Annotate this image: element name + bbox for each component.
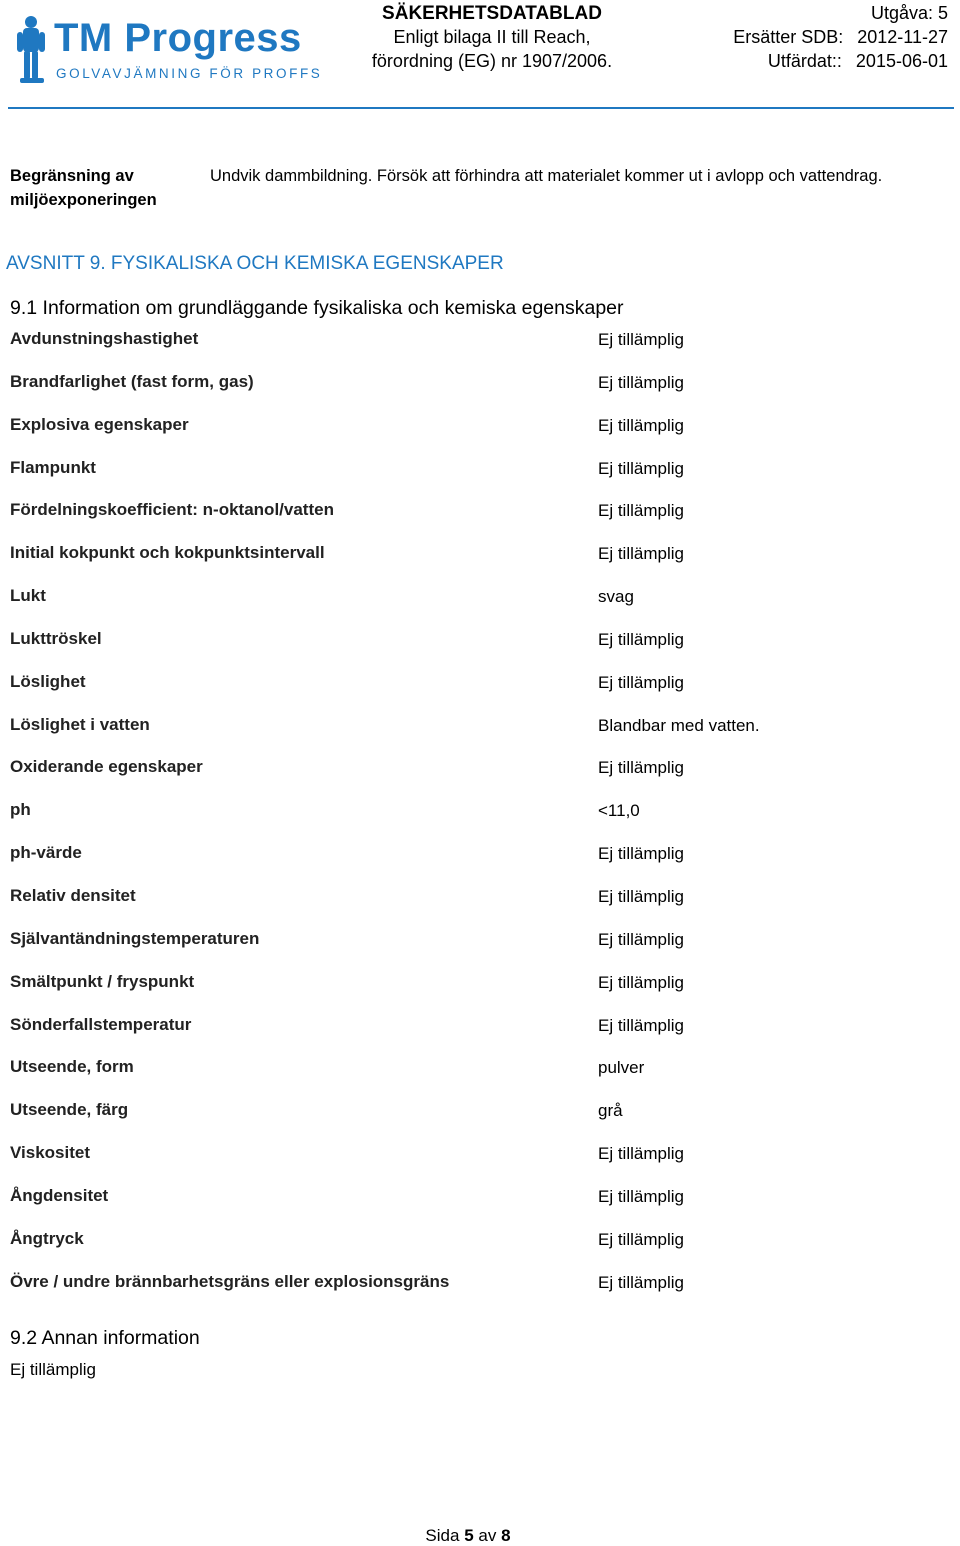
property-value: <11,0	[598, 801, 640, 821]
property-label: Flampunkt	[10, 457, 96, 477]
property-value: Ej tillämplig	[598, 330, 684, 349]
property-label: Ångtryck	[10, 1228, 84, 1248]
property-label: Viskositet	[10, 1143, 91, 1163]
property-row	[0, 800, 960, 843]
property-value: Ej tillämplig	[598, 372, 684, 392]
property-value: Ej tillämplig	[598, 501, 684, 521]
property-row	[0, 757, 960, 800]
property-row	[0, 458, 960, 501]
property-label: ph	[10, 800, 31, 820]
property-value: Ej tillämplig	[598, 929, 684, 949]
property-value: Ej tillämplig	[598, 972, 684, 992]
document-title: SÄKERHETSDATABLAD	[382, 3, 602, 24]
property-value: grå	[598, 1101, 623, 1121]
document-subtitle-1: Enligt bilaga II till Reach,	[393, 27, 591, 47]
property-label: Övre / undre brännbarhetsgräns eller explosionsgräns	[10, 1271, 450, 1291]
property-label: Initial kokpunkt och kokpunktsintervall	[10, 543, 325, 563]
property-row	[0, 1186, 960, 1229]
property-label: Relativ densitet	[10, 885, 136, 905]
worker-figure-icon	[14, 14, 48, 84]
section-heading: AVSNITT 9. FYSIKALISKA OCH KEMISKA EGENSKAPER	[6, 253, 504, 274]
property-value: Ej tillämplig	[598, 544, 684, 564]
property-value: Ej tillämplig	[598, 672, 684, 692]
property-row	[0, 543, 960, 586]
property-value: Ej tillämplig	[598, 1144, 684, 1164]
property-label: Lukttröskel	[10, 628, 102, 648]
property-value: pulver	[598, 1058, 645, 1078]
logo-subtitle: GOLVAVJÄMNING FÖR PROFFS	[56, 66, 323, 81]
property-label: Avdunstningshastighet	[10, 329, 199, 348]
property-row	[0, 372, 960, 415]
property-row	[0, 1100, 960, 1143]
page-total: 8	[501, 1526, 511, 1545]
property-value: Ej tillämplig	[598, 629, 684, 649]
property-row	[0, 629, 960, 672]
property-label: Utseende, form	[10, 1057, 134, 1077]
document-subtitle-2: förordning (EG) nr 1907/2006.	[371, 51, 613, 71]
property-row	[0, 1143, 960, 1186]
property-row	[0, 972, 960, 1015]
company-logo	[14, 12, 323, 88]
edition: Utgåva: 5	[870, 3, 948, 23]
property-label: Löslighet i vatten	[10, 714, 150, 734]
replaces-date: 2012-11-27	[857, 27, 948, 47]
property-label: Fördelningskoefficient: n-oktanol/vatten	[10, 500, 334, 520]
page-prefix: Sida	[425, 1526, 460, 1545]
property-label: Brandfarlighet (fast form, gas)	[10, 371, 254, 391]
property-row	[0, 715, 960, 758]
environmental-exposure-label: Begränsning av miljöexponeringen	[10, 167, 157, 209]
property-value: Ej tillämplig	[598, 758, 684, 778]
document-header	[0, 0, 960, 112]
property-value: Ej tillämplig	[598, 844, 684, 864]
other-info-value: Ej tillämplig	[10, 1360, 96, 1379]
property-label: Ångdensitet	[10, 1185, 109, 1205]
issued-date: 2015-06-01	[855, 51, 948, 71]
property-value: Ej tillämplig	[598, 1015, 684, 1035]
issued-info	[768, 51, 948, 72]
property-row	[0, 929, 960, 972]
other-info-heading: 9.2 Annan information	[10, 1327, 200, 1349]
property-label: Explosiva egenskaper	[10, 414, 189, 434]
property-row	[0, 1015, 960, 1058]
page-footer	[0, 1526, 936, 1546]
property-value: Blandbar med vatten.	[598, 715, 760, 735]
property-value: Ej tillämplig	[598, 1186, 684, 1206]
page-of: av	[478, 1526, 497, 1545]
property-label: Löslighet	[10, 671, 86, 691]
properties-list	[0, 329, 960, 1314]
property-value: Ej tillämplig	[598, 458, 684, 478]
logo-title: TM Progress	[54, 16, 302, 60]
property-label: Lukt	[10, 586, 46, 606]
property-label: Smältpunkt / fryspunkt	[10, 971, 195, 991]
subsection-heading: 9.1 Information om grundläggande fysikaliska och kemiska egenskaper	[10, 297, 624, 319]
environmental-exposure-value: Undvik dammbildning. Försök att förhindra att materialet kommer ut i avlopp och vattendrag.	[210, 167, 883, 185]
property-label: Självantändningstemperaturen	[10, 928, 260, 948]
property-label: ph-värde	[10, 843, 82, 863]
property-row	[0, 843, 960, 886]
issued-label: Utfärdat::	[767, 51, 842, 71]
property-row	[0, 586, 960, 629]
property-value: Ej tillämplig	[598, 886, 684, 906]
property-value: Ej tillämplig	[598, 1229, 684, 1249]
property-row	[0, 329, 960, 372]
property-label: Sönderfallstemperatur	[10, 1014, 192, 1034]
property-label: Oxiderande egenskaper	[10, 757, 203, 777]
property-value: Ej tillämplig	[598, 415, 684, 435]
property-row	[0, 415, 960, 458]
replaces-info	[733, 27, 948, 48]
property-row	[0, 886, 960, 929]
header-divider	[8, 107, 954, 109]
property-row	[0, 1272, 960, 1315]
property-value: Ej tillämplig	[598, 1272, 684, 1292]
property-row	[0, 500, 960, 543]
property-row	[0, 1057, 960, 1100]
property-row	[0, 1229, 960, 1272]
property-value: svag	[598, 587, 634, 607]
page-number: 5	[464, 1526, 474, 1545]
replaces-label: Ersätter SDB:	[733, 27, 844, 47]
property-label: Utseende, färg	[10, 1100, 129, 1120]
property-row	[0, 672, 960, 715]
